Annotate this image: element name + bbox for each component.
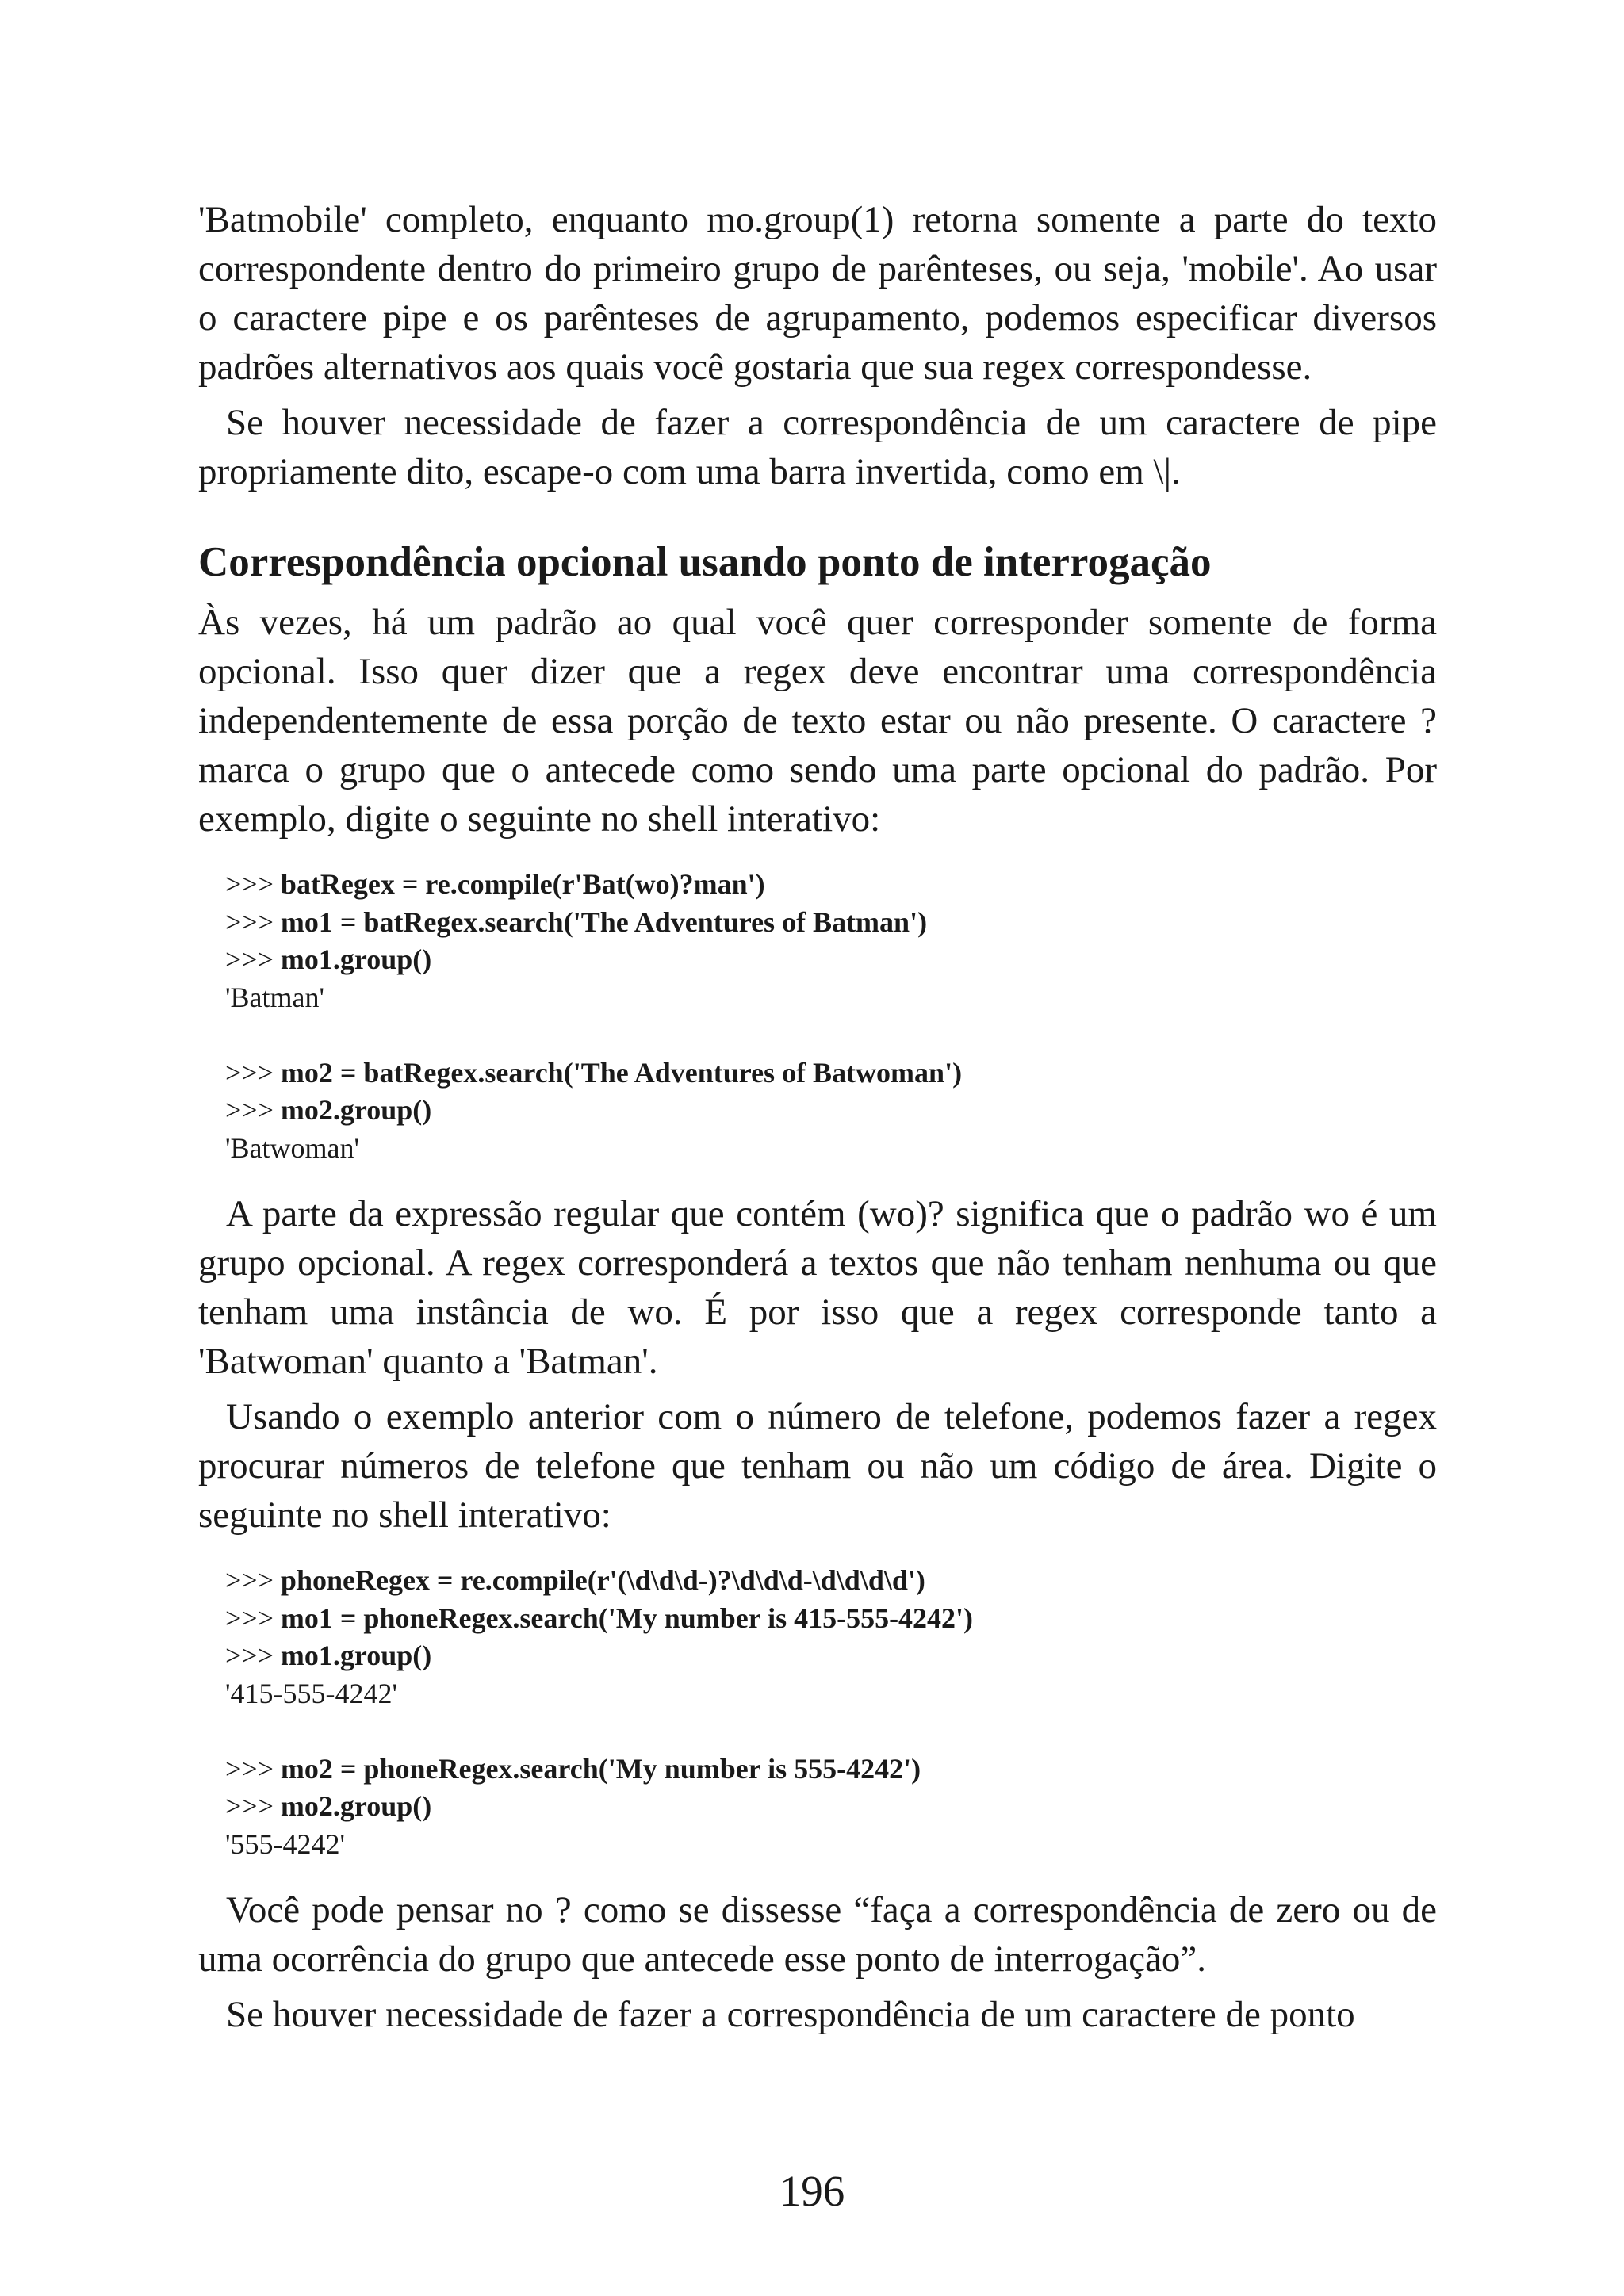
code-command: mo2.group() [280, 1790, 432, 1822]
code-prompt: >>> [225, 1094, 281, 1126]
code-output: 'Batman' [225, 981, 324, 1013]
code-line [225, 1600, 1437, 1638]
code-output: '555-4242' [225, 1827, 345, 1860]
code-line [225, 941, 1437, 979]
code-prompt: >>> [225, 905, 281, 938]
code-command: mo1.group() [280, 1640, 432, 1671]
code-command: mo2 = batRegex.search('The Adventures of Batwoman') [280, 1056, 963, 1089]
code-line [225, 904, 1437, 942]
code-prompt: >>> [225, 868, 281, 900]
code-command: mo2.group() [280, 1094, 432, 1126]
code-block-batregex [225, 866, 1437, 1167]
code-prompt: >>> [225, 1640, 281, 1671]
code-command: mo1.group() [280, 943, 432, 975]
paragraph-escape-question: Se houver necessidade de fazer a correspondência de um caractere de ponto [226, 1994, 1355, 2035]
code-command: mo2 = phoneRegex.search('My number is 555-4242') [280, 1752, 921, 1785]
code-line [225, 866, 1437, 904]
paragraph-pipe-escape: Se houver necessidade de fazer a correspondência de um caractere de pipe propriamente dito, escape-o com uma barra invertida, como em \|. [198, 402, 1437, 492]
code-line [225, 1054, 1437, 1093]
code-output: 'Batwoman' [225, 1131, 359, 1164]
code-command: mo1 = batRegex.search('The Adventures of Batman') [280, 905, 928, 938]
paragraph-wo-explanation: A parte da expressão regular que contém (wo)? significa que o padrão wo é um grupo opcional. A regex corresponderá a textos que não tenham nenhuma ou que tenham uma instância de wo. É por isso que a regex corresponde tanto a 'Batwoman' quanto a 'Batman'. [198, 1193, 1437, 1382]
paragraph-phone-intro: Usando o exemplo anterior com o número de telefone, podemos fazer a regex procurar números de telefone que tenham ou não um código de área. Digite o seguinte no shell interativo: [198, 1396, 1437, 1536]
code-block-phoneregex [225, 1562, 1437, 1863]
code-line [225, 1562, 1437, 1600]
section-heading: Correspondência opcional usando ponto de interrogação [198, 539, 1212, 585]
paragraph-question-mark: Você pode pensar no ? como se dissesse “faça a correspondência de zero ou de uma ocorrência do grupo que antecede esse ponto de interrogação”. [198, 1889, 1437, 1980]
code-line [225, 1637, 1437, 1675]
code-command: batRegex = re.compile(r'Bat(wo)?man') [280, 868, 765, 900]
code-line [225, 1092, 1437, 1130]
code-line [225, 1788, 1437, 1826]
code-spacer [225, 1016, 1437, 1054]
page-content [198, 195, 1437, 2039]
code-prompt: >>> [225, 1564, 281, 1596]
paragraph-optional-intro: Às vezes, há um padrão ao qual você quer corresponder somente de forma opcional. Isso quer dizer que a regex deve encontrar uma correspondência independentemente de essa porção de texto estar ou não presente. O caractere ? marca o grupo que o antecede como sendo uma parte opcional do padrão. Por exemplo, digite o seguinte no shell interativo: [198, 602, 1437, 840]
code-command: mo1 = phoneRegex.search('My number is 415-555-4242') [280, 1601, 974, 1634]
page-number: 196 [779, 2167, 845, 2215]
code-prompt: >>> [225, 943, 281, 975]
code-prompt: >>> [225, 1790, 281, 1822]
code-prompt: >>> [225, 1601, 281, 1634]
code-spacer [225, 1712, 1437, 1751]
code-prompt: >>> [225, 1056, 281, 1089]
code-line [225, 1751, 1437, 1789]
code-output: '415-555-4242' [225, 1677, 397, 1709]
paragraph-batmobile: 'Batmobile' completo, enquanto mo.group(1) retorna somente a parte do texto correspondente dentro do primeiro grupo de parênteses, ou seja, 'mobile'. Ao usar o caractere pipe e os parênteses de agrupamento, podemos especificar diversos padrões alternativos aos quais você gostaria que sua regex correspondesse. [198, 199, 1437, 388]
code-command: phoneRegex = re.compile(r'(\d\d\d-)?\d\d\d-\d\d\d\d') [280, 1564, 925, 1596]
code-prompt: >>> [225, 1752, 281, 1785]
